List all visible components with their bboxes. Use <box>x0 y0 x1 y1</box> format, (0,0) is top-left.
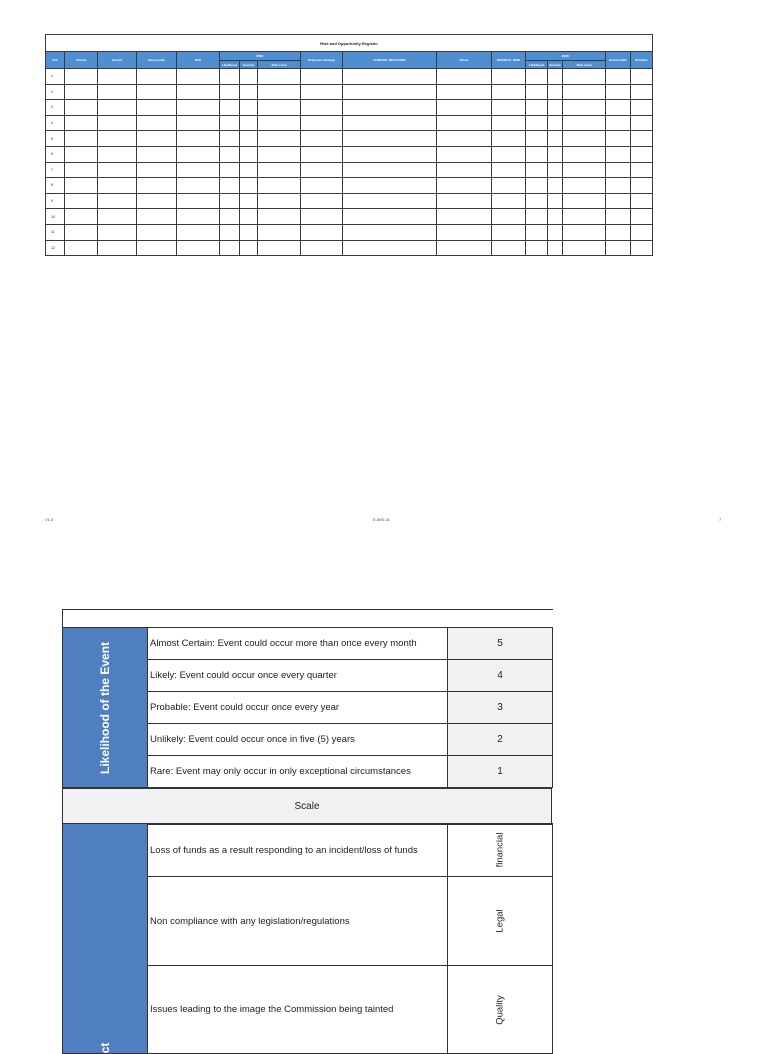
register-cell <box>631 209 653 225</box>
register-cell <box>631 146 653 162</box>
register-cell <box>526 240 548 256</box>
register-cell <box>563 115 606 131</box>
register-row <box>46 69 653 85</box>
register-cell <box>220 100 240 116</box>
row-number: 5 <box>46 131 65 147</box>
register-cell <box>548 209 563 225</box>
col-review-date: Review Date <box>606 52 631 69</box>
register-cell <box>98 224 137 240</box>
register-cell <box>240 146 258 162</box>
impact-category-cell <box>448 966 553 1054</box>
register-cell <box>301 178 343 194</box>
register-cell <box>548 131 563 147</box>
register-cell <box>137 162 177 178</box>
likelihood-description: Rare: Event may only occur in only exceptional circumstances <box>148 756 448 788</box>
register-cell <box>301 146 343 162</box>
impact-category: financial <box>494 832 506 868</box>
register-cell <box>65 193 98 209</box>
register-cell <box>606 178 631 194</box>
register-cell <box>526 84 548 100</box>
likelihood-description: Unlikely: Event could occur once in five (5) years <box>148 724 448 756</box>
register-cell <box>526 100 548 116</box>
register-cell <box>526 162 548 178</box>
register-cell <box>526 146 548 162</box>
register-cell <box>492 84 526 100</box>
register-cell <box>65 162 98 178</box>
col-severity-2: Severity <box>549 62 561 67</box>
register-cell <box>177 146 220 162</box>
register-cell <box>526 193 548 209</box>
register-cell <box>343 193 437 209</box>
col-residual-risk: RESIDUAL RISK <box>492 52 526 69</box>
register-cell <box>220 209 240 225</box>
register-cell <box>137 224 177 240</box>
col-likelihood-2: Likelihood <box>526 61 548 69</box>
impact-side-label: ct <box>98 1042 112 1054</box>
col-owner: Owner <box>437 52 492 69</box>
likelihood-table <box>62 627 553 788</box>
scale-label: Scale <box>62 788 552 825</box>
register-cell <box>548 162 563 178</box>
register-cell <box>98 178 137 194</box>
register-cell <box>65 84 98 100</box>
register-cell <box>606 100 631 116</box>
register-cell <box>258 240 301 256</box>
register-cell <box>631 240 653 256</box>
register-cell <box>606 69 631 85</box>
register-cell <box>437 146 492 162</box>
register-cell <box>606 146 631 162</box>
register-cell <box>631 193 653 209</box>
register-cell <box>240 240 258 256</box>
register-cell <box>548 178 563 194</box>
register-cell <box>563 131 606 147</box>
likelihood-description: Likely: Event could occur once every quarter <box>148 660 448 692</box>
register-cell <box>437 69 492 85</box>
register-cell <box>563 162 606 178</box>
register-cell <box>65 209 98 225</box>
row-number: 11 <box>46 224 65 240</box>
register-cell <box>301 162 343 178</box>
register-cell <box>343 178 437 194</box>
impact-category-cell <box>448 877 553 966</box>
register-cell <box>137 240 177 256</box>
register-cell <box>98 69 137 85</box>
register-cell <box>98 84 137 100</box>
register-cell <box>526 178 548 194</box>
register-cell <box>437 193 492 209</box>
register-cell <box>220 224 240 240</box>
footer-doc-code: E-IMS-01 <box>373 517 390 522</box>
register-cell <box>137 115 177 131</box>
register-cell <box>631 131 653 147</box>
register-cell <box>65 146 98 162</box>
register-cell <box>563 224 606 240</box>
row-number: 7 <box>46 162 65 178</box>
col-control-measures: CONTROL MEASURES <box>343 52 437 69</box>
row-number: 4 <box>46 115 65 131</box>
register-cell <box>563 240 606 256</box>
register-cell <box>240 131 258 147</box>
register-cell <box>492 209 526 225</box>
register-cell <box>492 115 526 131</box>
register-cell <box>98 240 137 256</box>
register-cell <box>258 224 301 240</box>
register-cell <box>177 224 220 240</box>
register-cell <box>606 115 631 131</box>
col-activity: Activity <box>65 52 98 69</box>
register-cell <box>343 209 437 225</box>
likelihood-row <box>63 628 553 660</box>
register-cell <box>177 240 220 256</box>
register-cell <box>437 100 492 116</box>
register-row <box>46 209 653 225</box>
register-cell <box>631 100 653 116</box>
register-cell <box>137 84 177 100</box>
register-row <box>46 162 653 178</box>
register-cell <box>65 131 98 147</box>
register-cell <box>177 209 220 225</box>
register-cell <box>220 115 240 131</box>
register-cell <box>65 115 98 131</box>
impact-table <box>62 823 553 1054</box>
col-risk-group-2: RISK <box>526 52 606 61</box>
register-cell <box>240 193 258 209</box>
row-number: 12 <box>46 240 65 256</box>
register-cell <box>437 178 492 194</box>
row-number: 6 <box>46 146 65 162</box>
register-cell <box>563 178 606 194</box>
register-cell <box>220 131 240 147</box>
register-cell <box>258 131 301 147</box>
register-cell <box>343 240 437 256</box>
register-cell <box>492 193 526 209</box>
register-cell <box>526 224 548 240</box>
likelihood-side-label: Likelihood of the Event <box>98 641 112 774</box>
row-number: 10 <box>46 209 65 225</box>
register-cell <box>258 209 301 225</box>
col-remarks: Remarks <box>631 52 653 69</box>
impact-description: Non compliance with any legislation/regulations <box>148 877 448 966</box>
register-cell <box>606 224 631 240</box>
col-response-strategy: Response Strategy <box>301 52 343 69</box>
register-cell <box>343 162 437 178</box>
register-cell <box>526 115 548 131</box>
row-number: 2 <box>46 84 65 100</box>
register-cell <box>301 100 343 116</box>
register-cell <box>240 162 258 178</box>
register-cell <box>258 162 301 178</box>
register-cell <box>301 84 343 100</box>
register-row <box>46 84 653 100</box>
register-cell <box>137 131 177 147</box>
register-cell <box>301 224 343 240</box>
risk-register-table <box>45 34 653 256</box>
impact-side-header <box>63 824 148 1054</box>
register-cell <box>137 178 177 194</box>
register-cell <box>343 131 437 147</box>
register-cell <box>258 146 301 162</box>
register-cell <box>137 69 177 85</box>
register-cell <box>437 84 492 100</box>
register-cell <box>137 209 177 225</box>
register-row <box>46 131 653 147</box>
impact-description: Loss of funds as a result responding to an incident/loss of funds <box>148 824 448 877</box>
register-body <box>46 69 653 256</box>
register-cell <box>606 162 631 178</box>
register-cell <box>343 100 437 116</box>
footer-version: V1.0 <box>45 517 54 522</box>
register-cell <box>606 193 631 209</box>
register-cell <box>492 69 526 85</box>
scale-top-border <box>62 609 553 628</box>
register-cell <box>631 162 653 178</box>
register-cell <box>301 69 343 85</box>
register-cell <box>65 240 98 256</box>
register-cell <box>492 224 526 240</box>
impact-category: Quality <box>494 994 506 1025</box>
register-cell <box>301 240 343 256</box>
register-cell <box>548 146 563 162</box>
register-cell <box>177 193 220 209</box>
register-cell <box>343 69 437 85</box>
register-cell <box>437 115 492 131</box>
register-cell <box>343 115 437 131</box>
register-cell <box>606 131 631 147</box>
register-cell <box>301 115 343 131</box>
likelihood-description: Probable: Event could occur once every year <box>148 692 448 724</box>
register-cell <box>65 224 98 240</box>
col-likelihood: Likelihood <box>220 61 240 69</box>
risk-scale-section <box>62 609 552 1054</box>
col-risk-level: Risk Level <box>258 61 301 69</box>
register-cell <box>548 100 563 116</box>
register-cell <box>606 240 631 256</box>
col-risk: Risk <box>177 52 220 69</box>
register-cell <box>563 209 606 225</box>
row-number: 8 <box>46 178 65 194</box>
col-sn: S.N <box>46 52 65 69</box>
likelihood-score: 5 <box>448 628 553 660</box>
register-cell <box>548 240 563 256</box>
register-cell <box>258 84 301 100</box>
register-cell <box>240 178 258 194</box>
register-cell <box>240 115 258 131</box>
register-cell <box>220 146 240 162</box>
register-row <box>46 193 653 209</box>
register-cell <box>240 100 258 116</box>
register-cell <box>343 146 437 162</box>
register-cell <box>631 224 653 240</box>
register-cell <box>177 131 220 147</box>
register-cell <box>240 69 258 85</box>
register-cell <box>301 209 343 225</box>
register-cell <box>492 146 526 162</box>
register-cell <box>631 69 653 85</box>
register-cell <box>98 209 137 225</box>
register-cell <box>137 193 177 209</box>
register-cell <box>137 100 177 116</box>
register-cell <box>548 193 563 209</box>
register-cell <box>548 69 563 85</box>
register-cell <box>220 193 240 209</box>
register-cell <box>98 193 137 209</box>
register-cell <box>526 209 548 225</box>
register-cell <box>437 162 492 178</box>
register-row <box>46 178 653 194</box>
register-cell <box>258 178 301 194</box>
register-cell <box>220 84 240 100</box>
register-cell <box>177 162 220 178</box>
register-cell <box>343 224 437 240</box>
row-number: 9 <box>46 193 65 209</box>
likelihood-score: 1 <box>448 756 553 788</box>
register-cell <box>258 69 301 85</box>
register-cell <box>301 193 343 209</box>
register-cell <box>563 100 606 116</box>
register-cell <box>301 131 343 147</box>
register-cell <box>220 178 240 194</box>
register-cell <box>65 100 98 116</box>
register-cell <box>492 240 526 256</box>
register-cell <box>526 69 548 85</box>
register-cell <box>631 84 653 100</box>
register-cell <box>563 69 606 85</box>
likelihood-score: 3 <box>448 692 553 724</box>
register-cell <box>177 84 220 100</box>
register-cell <box>492 162 526 178</box>
register-cell <box>98 100 137 116</box>
footer-page-number: 7 <box>719 517 722 522</box>
impact-description: Issues leading to the image the Commission being tainted <box>148 966 448 1054</box>
register-cell <box>606 84 631 100</box>
register-cell <box>437 240 492 256</box>
register-cell <box>177 69 220 85</box>
register-cell <box>343 84 437 100</box>
likelihood-side-header <box>63 628 148 788</box>
register-cell <box>240 209 258 225</box>
register-cell <box>563 146 606 162</box>
register-cell <box>631 115 653 131</box>
register-cell <box>177 178 220 194</box>
register-cell <box>220 240 240 256</box>
register-cell <box>492 131 526 147</box>
register-row <box>46 224 653 240</box>
register-cell <box>258 193 301 209</box>
register-cell <box>240 84 258 100</box>
register-cell <box>258 115 301 131</box>
row-number: 1 <box>46 69 65 85</box>
register-cell <box>98 146 137 162</box>
col-severity: Severity <box>240 61 258 69</box>
register-row <box>46 240 653 256</box>
register-cell <box>65 69 98 85</box>
impact-category-cell <box>448 824 553 877</box>
register-row <box>46 115 653 131</box>
register-cell <box>98 162 137 178</box>
register-cell <box>548 84 563 100</box>
register-cell <box>492 178 526 194</box>
register-cell <box>631 178 653 194</box>
register-cell <box>492 100 526 116</box>
register-title: Risk and Opportunity Register <box>46 35 653 52</box>
register-cell <box>437 209 492 225</box>
register-row <box>46 146 653 162</box>
impact-category: Legal <box>494 909 506 933</box>
register-cell <box>65 178 98 194</box>
register-cell <box>606 209 631 225</box>
col-risk-level-2: Risk Level <box>563 61 606 69</box>
col-hazard: Hazard <box>98 52 137 69</box>
register-cell <box>437 224 492 240</box>
impact-row <box>63 824 553 877</box>
register-cell <box>220 162 240 178</box>
register-cell <box>240 224 258 240</box>
register-cell <box>177 100 220 116</box>
row-number: 3 <box>46 100 65 116</box>
register-cell <box>563 193 606 209</box>
register-cell <box>177 115 220 131</box>
likelihood-score: 2 <box>448 724 553 756</box>
register-cell <box>220 69 240 85</box>
register-cell <box>548 224 563 240</box>
register-row <box>46 100 653 116</box>
register-cell <box>563 84 606 100</box>
register-cell <box>548 115 563 131</box>
likelihood-score: 4 <box>448 660 553 692</box>
register-cell <box>258 100 301 116</box>
register-cell <box>137 146 177 162</box>
col-opportunity: Opportunity <box>137 52 177 69</box>
likelihood-description: Almost Certain: Event could occur more than once every month <box>148 628 448 660</box>
register-cell <box>98 131 137 147</box>
register-cell <box>98 115 137 131</box>
register-cell <box>437 131 492 147</box>
col-risk-group: RISK <box>220 52 301 61</box>
register-cell <box>526 131 548 147</box>
